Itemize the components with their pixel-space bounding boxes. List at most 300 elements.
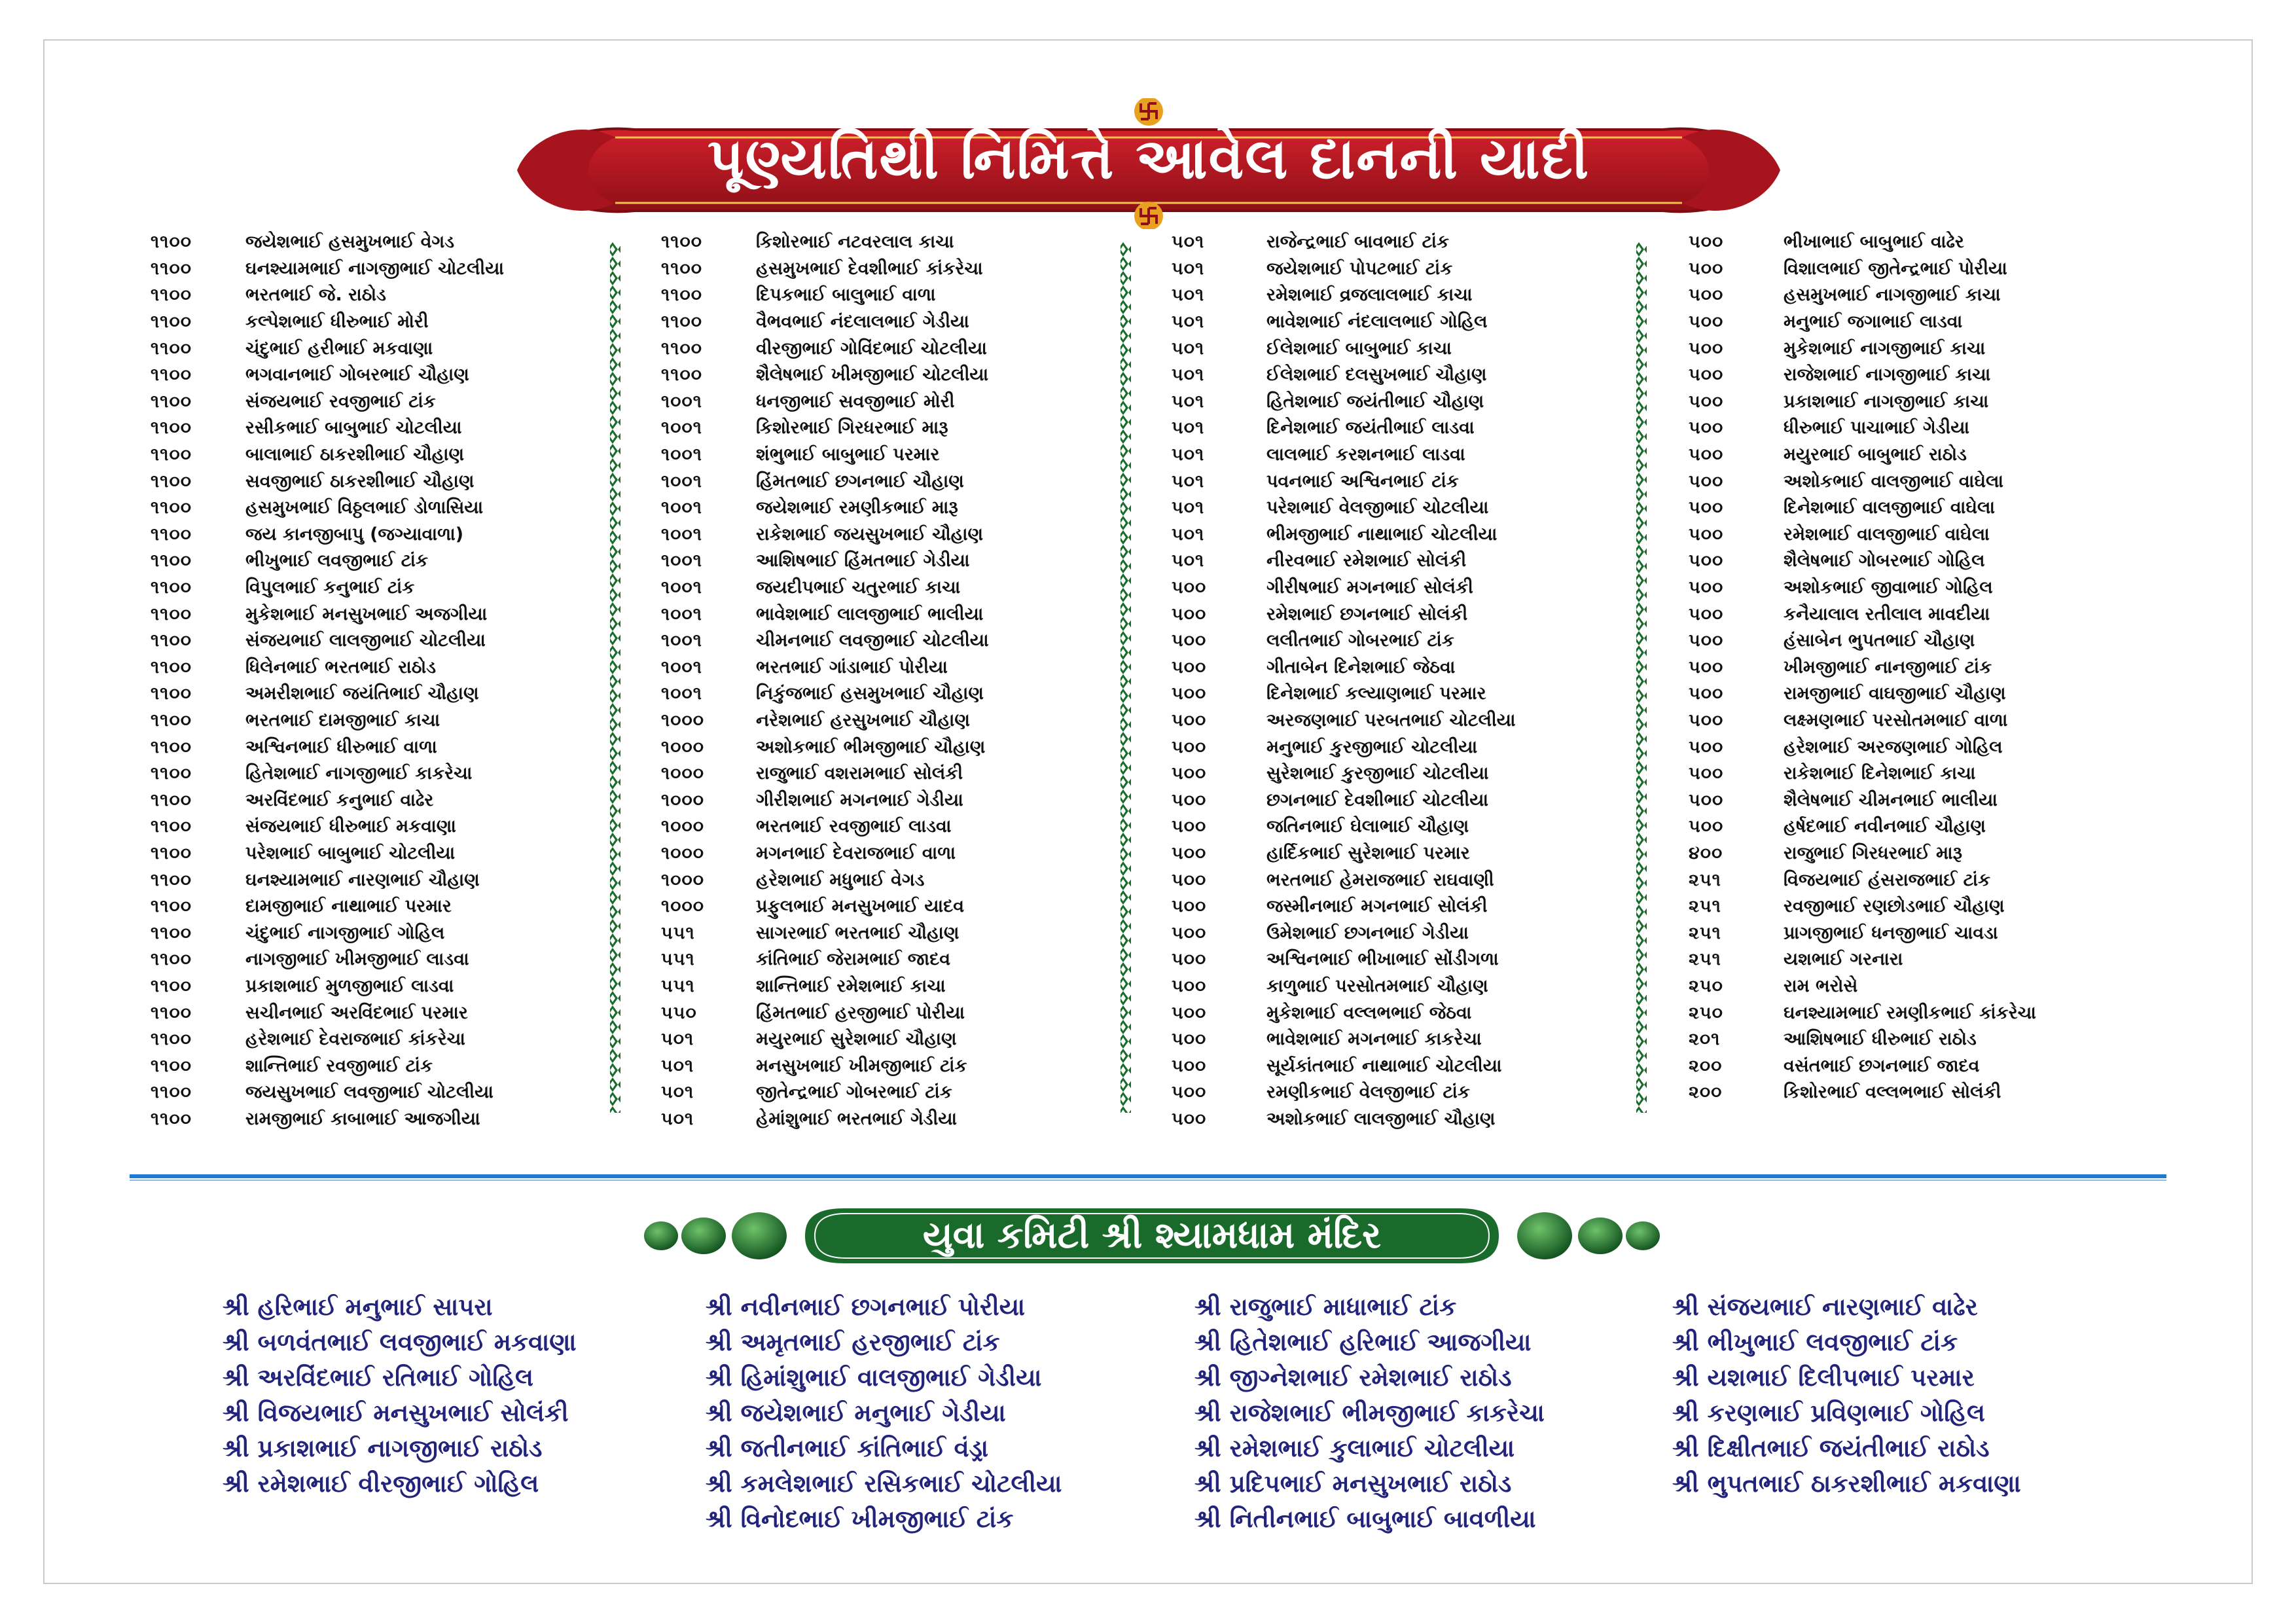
donation-row xyxy=(661,840,989,867)
donor-name: પ્રકાશભાઈ નાગજીભાઈ કાચા xyxy=(1784,391,1989,412)
donor-name: હંસાબેન ભુપતભાઈ ચૌહાણ xyxy=(1784,630,1975,651)
donor-name: ભીમજીભાઈ નાથાભાઈ ચોટલીયા xyxy=(1266,524,1498,545)
committee-member: શ્રી વિજયભાઈ મનસુખભાઈ સોલંકી xyxy=(223,1399,569,1427)
donation-amount: ૫૦૦ xyxy=(1689,232,1724,253)
donor-name: રમેશભાઈ વ્રજલાલભાઈ કાચા xyxy=(1266,285,1473,306)
swastik-icon xyxy=(1134,98,1163,126)
donation-amount: ૫૦૦ xyxy=(1172,1082,1207,1103)
donation-amount: ૫૦૦ xyxy=(1689,657,1724,677)
committee-member: શ્રી રમેશભાઈ વીરજીભાઈ ગોહિલ xyxy=(223,1470,539,1498)
donation-amount: ૫૦૦ xyxy=(1689,630,1724,651)
donor-name: હેમાંશુભાઈ ભરતભાઈ ગેડીયા xyxy=(756,1108,958,1129)
donation-amount: ૨૫૧ xyxy=(1689,922,1721,943)
donation-row xyxy=(1172,1079,1515,1106)
donation-amount: ૧૦૦૦ xyxy=(661,842,704,863)
donation-row xyxy=(1689,229,2036,256)
donor-name: ઈલેશભાઈ દલસુખભાઈ ચૌહાણ xyxy=(1266,365,1487,386)
committee-member: શ્રી દિક્ષીતભાઈ જયંતીભાઈ રાઠોડ xyxy=(1672,1434,1990,1462)
donor-name: અરવિંદભાઈ કનુભાઈ વાઢેર xyxy=(245,789,434,810)
donation-amount: ૫૦૧ xyxy=(1172,258,1205,279)
section-divider xyxy=(130,1174,2166,1181)
donation-amount: ૧૧૦૦ xyxy=(151,471,192,492)
donation-row xyxy=(151,1053,504,1079)
donation-column-2 xyxy=(661,229,989,1132)
donor-name: દિપકભાઈ બાલુભાઈ વાળા xyxy=(756,285,936,306)
donor-name: અશોકભાઈ લાલજીભાઈ ચૌહાણ xyxy=(1266,1108,1496,1129)
committee-member: શ્રી જીગ્નેશભાઈ રમેશભાઈ રાઠોડ xyxy=(1194,1363,1512,1392)
donation-amount: ૫૦૦ xyxy=(1172,1108,1207,1129)
donation-amount: ૫૦૦ xyxy=(1172,604,1207,624)
donation-amount: ૧૦૦૧ xyxy=(661,391,702,412)
donor-name: શંભુભાઈ બાબુભાઈ પરમાર xyxy=(756,444,940,465)
donation-row xyxy=(661,335,989,362)
donation-row xyxy=(151,495,504,522)
donation-row xyxy=(151,335,504,362)
donor-name: જયદીપભાઈ ચતુરભાઈ કાચા xyxy=(756,577,961,598)
donor-name: આશિષભાઈ ધીરુભાઈ રાઠોડ xyxy=(1784,1029,1977,1050)
donation-row xyxy=(151,468,504,495)
donor-name: ભાવેશભાઈ લાલજીભાઈ ભાલીયા xyxy=(756,604,984,624)
donor-name: ઘનશ્યામભાઈ નાગજીભાઈ ચોટલીયા xyxy=(245,258,504,279)
donation-row xyxy=(151,1106,504,1133)
donor-name: કાળુભાઈ પરસોતમભાઈ ચૌહાણ xyxy=(1266,975,1488,996)
donation-amount: ૨૫૦ xyxy=(1689,975,1723,996)
donor-name: દિનેશભાઈ વાલજીભાઈ વાઘેલા xyxy=(1784,497,1996,518)
committee-member: શ્રી યશભાઈ દિલીપભાઈ પરમાર xyxy=(1672,1363,1975,1392)
donation-amount: ૫૦૦ xyxy=(1172,896,1207,917)
committee-member: શ્રી વિનોદભાઈ ખીમજીભાઈ ટાંક xyxy=(706,1505,1014,1533)
donation-amount: ૧૧૦૦ xyxy=(151,312,192,333)
donation-row xyxy=(1689,256,2036,283)
donation-amount: ૧૧૦૦ xyxy=(151,789,192,810)
donation-amount: ૫૦૦ xyxy=(1689,550,1724,571)
donation-amount: ૧૦૦૦ xyxy=(661,869,704,890)
donor-name: ભાવેશભાઈ મગનભાઈ કાકરેચા xyxy=(1266,1029,1482,1050)
donation-amount: ૨૫૧ xyxy=(1689,869,1721,890)
donor-name: વિશાલભાઈ જીતેન્દ્રભાઈ પોરીયા xyxy=(1784,258,2007,279)
committee-member: શ્રી બળવંતભાઈ લવજીભાઈ મકવાણા xyxy=(223,1328,577,1356)
donor-name: રામજીભાઈ વાઘજીભાઈ ચૌહાણ xyxy=(1784,683,2006,704)
donation-amount: ૧૧૦૦ xyxy=(151,736,192,757)
donor-name: હરેશભાઈ અરજણભાઈ ગોહિલ xyxy=(1784,736,2003,757)
donor-name: જયેશભાઈ રમણીકભાઈ મારૂ xyxy=(756,497,958,518)
donation-row xyxy=(1172,415,1515,442)
donor-name: હરેશભાઈ દેવરાજભાઈ કાંકરેચા xyxy=(245,1029,465,1050)
donation-amount: ૫૦૧ xyxy=(1172,391,1205,412)
donor-name: ઘનશ્યામભાઈ નારણભાઈ ચૌહાણ xyxy=(245,869,480,890)
donation-row xyxy=(1689,947,2036,973)
donation-row xyxy=(661,548,989,575)
donation-amount: ૫૫૧ xyxy=(661,922,695,943)
committee-member: શ્રી હિમાંશુભાઈ વાલજીભાઈ ગેડીયા xyxy=(706,1363,1042,1392)
donation-row xyxy=(151,309,504,336)
donation-amount: ૧૧૦૦ xyxy=(151,630,192,651)
donation-row xyxy=(661,973,989,1000)
donor-name: ભરતભાઈ દામજીભાઈ કાચા xyxy=(245,710,440,731)
donation-row xyxy=(151,1079,504,1106)
donation-amount: ૧૦૦૧ xyxy=(661,630,702,651)
donor-name: રાકેશભાઈ જયસુખભાઈ ચૌહાણ xyxy=(756,524,983,545)
donation-amount: ૫૦૦ xyxy=(1172,630,1207,651)
committee-member: શ્રી હરિભાઈ મનુભાઈ સાપરા xyxy=(223,1293,493,1321)
donation-row xyxy=(1689,335,2036,362)
member-column-3 xyxy=(1194,1290,1545,1537)
donor-name: દિનેશભાઈ જયંતીભાઈ લાડવા xyxy=(1266,418,1475,439)
donor-name: સાગરભાઈ ભરતભાઈ ચૌહાણ xyxy=(756,922,960,943)
donation-row xyxy=(661,229,989,256)
column-separator xyxy=(1118,242,1134,1113)
committee-member: શ્રી અમૃતભાઈ હરજીભાઈ ટાંક xyxy=(706,1328,1000,1356)
donation-amount: ૫૦૧ xyxy=(1172,418,1205,439)
donor-name: નાગજીભાઈ ખીમજીભાઈ લાડવા xyxy=(245,949,469,970)
donation-row xyxy=(151,256,504,283)
donation-amount: ૫૦૦ xyxy=(1172,975,1207,996)
donor-name: નીરવભાઈ રમેશભાઈ સોલંકી xyxy=(1266,550,1467,571)
donation-row xyxy=(151,840,504,867)
donor-name: વૈભવભાઈ નંદલાલભાઈ ગેડીયા xyxy=(756,312,969,333)
donor-name: ભીખુભાઈ લવજીભાઈ ટાંક xyxy=(245,550,429,571)
donation-row xyxy=(151,814,504,840)
donation-amount: ૨૦૧ xyxy=(1689,1029,1721,1050)
donation-row xyxy=(1689,628,2036,655)
member-column-2 xyxy=(706,1290,1062,1537)
donor-name: જયસુખભાઈ લવજીભાઈ ચોટલીયા xyxy=(245,1082,493,1103)
donation-amount: ૧૧૦૦ xyxy=(151,444,192,465)
donation-row xyxy=(661,575,989,602)
committee-member: શ્રી હિતેશભાઈ હરિભાઈ આજગીયા xyxy=(1194,1328,1532,1356)
donation-amount: ૫૦૦ xyxy=(1689,338,1724,359)
donation-amount: ૧૦૦૦ xyxy=(661,816,704,837)
donation-row xyxy=(661,1106,989,1133)
donation-amount: ૫૫૧ xyxy=(661,975,695,996)
donation-row xyxy=(1172,601,1515,628)
committee-member: શ્રી પ્રદિપભાઈ મનસુખભાઈ રાઠોડ xyxy=(1194,1470,1512,1498)
donation-amount: ૧૦૦૧ xyxy=(661,524,702,545)
donation-row xyxy=(1689,708,2036,734)
donation-amount: ૫૫૧ xyxy=(661,949,695,970)
donor-name: રામ ભરોસે xyxy=(1784,975,1858,996)
donor-name: જયેશભાઈ હસમુખભાઈ વેગડ xyxy=(245,232,455,253)
column-separator xyxy=(1634,242,1649,1113)
donation-amount: ૫૦૦ xyxy=(1172,1055,1207,1076)
donor-name: અશ્વિનભાઈ ધીરુભાઈ વાળા xyxy=(245,736,437,757)
donation-row xyxy=(1172,335,1515,362)
donation-row xyxy=(1689,575,2036,602)
donation-row xyxy=(1689,601,2036,628)
donation-amount: ૪૦૦ xyxy=(1689,842,1723,863)
donation-amount: ૫૦૦ xyxy=(1689,497,1724,518)
donation-amount: ૫૦૧ xyxy=(1172,524,1205,545)
donation-amount: ૫૦૦ xyxy=(1689,391,1724,412)
donation-row xyxy=(1172,229,1515,256)
donor-name: મયુરભાઈ સુરેશભાઈ ચૌહાણ xyxy=(756,1029,957,1050)
donation-row xyxy=(151,893,504,920)
donation-row xyxy=(661,442,989,469)
donation-row xyxy=(661,814,989,840)
donation-row xyxy=(661,867,989,893)
donation-amount: ૧૦૦૧ xyxy=(661,683,702,704)
donor-name: હિંમતભાઈ હરજીભાઈ પોરીયા xyxy=(756,1002,965,1023)
donation-row xyxy=(1172,893,1515,920)
donor-name: મુકેશભાઈ મનસુખભાઈ અજગીયા xyxy=(245,604,488,624)
donation-row xyxy=(661,309,989,336)
donor-name: હિતેશભાઈ જયંતીભાઈ ચૌહાણ xyxy=(1266,391,1484,412)
committee-member: શ્રી સંજયભાઈ નારણભાઈ વાઢેર xyxy=(1672,1293,1978,1321)
donor-name: રાજુભાઈ ગિરધરભાઈ મારૂ xyxy=(1784,842,1963,863)
donor-name: ઈલેશભાઈ બાબુભાઈ કાચા xyxy=(1266,338,1452,359)
donation-column-3 xyxy=(1172,229,1515,1132)
donation-row xyxy=(1689,1053,2036,1079)
donation-amount: ૧૧૦૦ xyxy=(151,391,192,412)
donation-amount: ૧૧૦૦ xyxy=(151,418,192,439)
donor-name: ભાવેશભાઈ નંદલાલભાઈ ગોહિલ xyxy=(1266,312,1488,333)
donation-amount: ૫૦૦ xyxy=(1689,285,1724,306)
donation-amount: ૧૦૦૦ xyxy=(661,710,704,731)
donation-amount: ૨૫૧ xyxy=(1689,949,1721,970)
donor-name: ભીખાભાઈ બાબુભાઈ વાઢેર xyxy=(1784,232,1964,253)
donation-row xyxy=(151,867,504,893)
donation-amount: ૫૦૦ xyxy=(1689,365,1724,386)
donor-name: વિપુલભાઈ કનુભાઈ ટાંક xyxy=(245,577,415,598)
donation-amount: ૫૦૦ xyxy=(1689,444,1724,465)
donation-amount: ૧૧૦૦ xyxy=(151,816,192,837)
donation-amount: ૧૧૦૦ xyxy=(661,312,702,333)
donation-row xyxy=(151,522,504,549)
donor-name: રવજીભાઈ રણછોડભાઈ ચૌહાણ xyxy=(1784,896,2005,917)
donation-row xyxy=(661,601,989,628)
donor-name: ઉમેશભાઈ છગનભાઈ ગેડીયા xyxy=(1266,922,1469,943)
donation-row xyxy=(1172,1106,1515,1133)
donation-row xyxy=(151,282,504,309)
donation-row xyxy=(1689,840,2036,867)
donation-amount: ૫૦૦ xyxy=(1172,816,1207,837)
donor-name: જય કાનજીબાપુ (જગ્યાવાળા) xyxy=(245,524,464,545)
donor-name: સચીનભાઈ અરવિંદભાઈ પરમાર xyxy=(245,1002,468,1023)
donation-amount: ૨૦૦ xyxy=(1689,1055,1723,1076)
donation-row xyxy=(1172,973,1515,1000)
donation-amount: ૧૦૦૧ xyxy=(661,604,702,624)
donation-row xyxy=(1172,840,1515,867)
donation-row xyxy=(1689,973,2036,1000)
donation-row xyxy=(1689,548,2036,575)
donor-name: ધનજીભાઈ સવજીભાઈ મોરી xyxy=(756,391,955,412)
donation-row xyxy=(1172,628,1515,655)
donation-amount: ૫૦૦ xyxy=(1172,577,1207,598)
donation-row xyxy=(1172,867,1515,893)
donation-row xyxy=(1689,415,2036,442)
donation-row xyxy=(661,893,989,920)
donation-row xyxy=(1172,442,1515,469)
donation-column-4 xyxy=(1689,229,2036,1106)
donation-amount: ૨૫૦ xyxy=(1689,1002,1723,1023)
donor-name: અરજણભાઈ પરબતભાઈ ચોટલીયા xyxy=(1266,710,1516,731)
donation-amount: ૧૦૦૧ xyxy=(661,418,702,439)
donation-row xyxy=(1689,867,2036,893)
donation-amount: ૧૧૦૦ xyxy=(151,869,192,890)
donor-name: અશોકભાઈ વાલજીભાઈ વાઘેલા xyxy=(1784,471,2003,492)
donation-row xyxy=(1689,761,2036,787)
donation-amount: ૫૦૧ xyxy=(1172,365,1205,386)
donor-name: પરેશભાઈ વેલજીભાઈ ચોટલીયા xyxy=(1266,497,1489,518)
donation-row xyxy=(1689,1026,2036,1053)
donor-name: કિશોરભાઈ ગિરધરભાઈ મારૂ xyxy=(756,418,948,439)
donation-row xyxy=(1689,495,2036,522)
donation-amount: ૧૧૦૦ xyxy=(661,365,702,386)
donation-amount: ૨૦૦ xyxy=(1689,1082,1723,1103)
donor-name: શૈલેષભાઈ ચીમનભાઈ ભાલીયા xyxy=(1784,789,1998,810)
donation-row xyxy=(1689,893,2036,920)
donation-amount: ૧૧૦૦ xyxy=(151,604,192,624)
donation-row xyxy=(661,256,989,283)
donation-amount: ૫૦૦ xyxy=(1172,1002,1207,1023)
donation-row xyxy=(151,947,504,973)
donation-row xyxy=(661,468,989,495)
donor-name: ઘનશ્યામભાઈ રમણીકભાઈ કાંકરેચા xyxy=(1784,1002,2036,1023)
committee-member: શ્રી પ્રકાશભાઈ નાગજીભાઈ રાઠોડ xyxy=(223,1434,543,1462)
donor-name: કિશોરભાઈ વલ્લભભાઈ સોલંકી xyxy=(1784,1082,2001,1103)
donation-row xyxy=(1172,362,1515,389)
donor-name: સંજયભાઈ રવજીભાઈ ટાંક xyxy=(245,391,436,412)
donation-row xyxy=(661,362,989,389)
donor-name: વસંતભાઈ છગનભાઈ જાદવ xyxy=(1784,1055,1980,1076)
committee-member: શ્રી ભીખુભાઈ લવજીભાઈ ટાંક xyxy=(1672,1328,1958,1356)
donor-name: રમેશભાઈ વાલજીભાઈ વાઘેલા xyxy=(1784,524,1990,545)
donation-row xyxy=(1172,947,1515,973)
donation-row xyxy=(1689,920,2036,947)
donation-amount: ૫૦૦ xyxy=(1172,763,1207,784)
donation-row xyxy=(151,389,504,416)
donor-name: સુરેશભાઈ કુરજીભાઈ ચોટલીયા xyxy=(1266,763,1489,784)
donation-amount: ૧૧૦૦ xyxy=(151,949,192,970)
donation-amount: ૧૧૦૦ xyxy=(151,1108,192,1129)
donor-name: ચંદુભાઈ નાગજીભાઈ ગોહિલ xyxy=(245,922,445,943)
donor-name: સૂર્યકાંતભાઈ નાથાભાઈ ચોટલીયા xyxy=(1266,1055,1502,1076)
donation-amount: ૧૧૦૦ xyxy=(661,258,702,279)
donation-amount: ૫૦૧ xyxy=(1172,550,1205,571)
donation-row xyxy=(661,787,989,814)
donor-name: કલ્પેશભાઈ ધીરુભાઈ મોરી xyxy=(245,312,429,333)
donation-amount: ૫૦૧ xyxy=(661,1029,694,1050)
donor-name: ભરતભાઈ રવજીભાઈ લાડવા xyxy=(756,816,952,837)
donation-row xyxy=(661,1000,989,1026)
committee-member: શ્રી રાજુભાઈ માધાભાઈ ટાંક xyxy=(1194,1293,1457,1321)
donation-amount: ૧૧૦૦ xyxy=(151,710,192,731)
donation-amount: ૫૦૧ xyxy=(1172,285,1205,306)
donor-name: યશભાઈ ગરનારા xyxy=(1784,949,1903,970)
donor-name: છગનભાઈ દેવશીભાઈ ચોટલીયા xyxy=(1266,789,1488,810)
donor-name: પરેશભાઈ બાબુભાઈ ચોટલીયા xyxy=(245,842,456,863)
donor-name: ભરતભાઈ હેમરાજભાઈ રાઘવાણી xyxy=(1266,869,1494,890)
donation-row xyxy=(1172,522,1515,549)
committee-member: શ્રી જયેશભાઈ મનુભાઈ ગેડીયા xyxy=(706,1399,1006,1427)
donation-row xyxy=(1172,1000,1515,1026)
donation-row xyxy=(1689,282,2036,309)
donation-amount: ૧૧૦૦ xyxy=(151,1002,192,1023)
donor-name: વીરજીભાઈ ગોવિંદભાઈ ચોટલીયા xyxy=(756,338,987,359)
donation-row xyxy=(1172,734,1515,761)
donor-name: દિનેશભાઈ કલ્યાણભાઈ પરમાર xyxy=(1266,683,1486,704)
donor-name: ભરતભાઈ જે. રાઠોડ xyxy=(245,285,386,306)
donation-amount: ૫૦૦ xyxy=(1689,577,1724,598)
donation-row xyxy=(661,920,989,947)
donor-name: બાલાભાઈ ઠાકરશીભાઈ ચૌહાણ xyxy=(245,444,465,465)
donor-name: જતિનભાઈ ઘેલાભાઈ ચૌહાણ xyxy=(1266,816,1469,837)
donation-amount: ૫૦૦ xyxy=(1689,524,1724,545)
donation-row xyxy=(151,655,504,681)
donation-row xyxy=(1172,761,1515,787)
donor-name: ભગવાનભાઈ ગોબરભાઈ ચૌહાણ xyxy=(245,365,469,386)
donation-row xyxy=(151,787,504,814)
donation-amount: ૫૦૧ xyxy=(1172,338,1205,359)
donor-name: રસીકભાઈ બાબુભાઈ ચોટલીયા xyxy=(245,418,462,439)
donation-amount: ૧૧૦૦ xyxy=(151,524,192,545)
donation-row xyxy=(661,1079,989,1106)
donation-amount: ૫૦૦ xyxy=(1689,710,1724,731)
donation-row xyxy=(1689,734,2036,761)
donation-amount: ૫૦૦ xyxy=(1689,683,1724,704)
donation-amount: ૫૦૦ xyxy=(1172,922,1207,943)
donation-amount: ૧૦૦૧ xyxy=(661,497,702,518)
donation-amount: ૧૦૦૧ xyxy=(661,471,702,492)
donation-amount: ૫૦૧ xyxy=(1172,497,1205,518)
donation-amount: ૫૦૦ xyxy=(1172,869,1207,890)
donation-amount: ૫૦૦ xyxy=(1689,789,1724,810)
donation-amount: ૧૧૦૦ xyxy=(151,232,192,253)
donation-amount: ૧૧૦૦ xyxy=(151,338,192,359)
donation-amount: ૫૦૦ xyxy=(1689,312,1724,333)
donation-row xyxy=(661,389,989,416)
donation-row xyxy=(1172,282,1515,309)
donor-name: મુકેશભાઈ વલ્લભભાઈ જેઠવા xyxy=(1266,1002,1472,1023)
donation-row xyxy=(1689,655,2036,681)
donation-row xyxy=(151,362,504,389)
donor-name: મનુભાઈ કુરજીભાઈ ચોટલીયા xyxy=(1266,736,1478,757)
donation-amount: ૧૧૦૦ xyxy=(151,763,192,784)
donation-row xyxy=(1172,256,1515,283)
donation-row xyxy=(1172,389,1515,416)
donation-amount: ૧૦૦૧ xyxy=(661,550,702,571)
donation-amount: ૧૦૦૧ xyxy=(661,577,702,598)
donation-row xyxy=(661,708,989,734)
donation-amount: ૫૫૦ xyxy=(661,1002,697,1023)
donation-amount: ૧૧૦૦ xyxy=(151,1055,192,1076)
donor-name: ધીરુભાઈ પાચાભાઈ ગેડીયા xyxy=(1784,418,1969,439)
donation-amount: ૧૧૦૦ xyxy=(151,896,192,917)
donation-row xyxy=(661,522,989,549)
donor-name: ચંદુભાઈ હરીભાઈ મકવાણા xyxy=(245,338,433,359)
donation-amount: ૧૧૦૦ xyxy=(151,922,192,943)
donation-amount: ૧૧૦૦ xyxy=(151,1082,192,1103)
committee-member: શ્રી કરણભાઈ પ્રવિણભાઈ ગોહિલ xyxy=(1672,1399,1985,1427)
donor-name: દામજીભાઈ નાથાભાઈ પરમાર xyxy=(245,896,452,917)
donation-amount: ૧૧૦૦ xyxy=(661,232,702,253)
donation-amount: ૧૧૦૦ xyxy=(661,285,702,306)
donor-name: હસમુખભાઈ વિઠ્ઠલભાઈ ડોળાસિયા xyxy=(245,497,484,518)
donor-name: નિકુંજભાઈ હસમુખભાઈ ચૌહાણ xyxy=(756,683,984,704)
donation-row xyxy=(661,415,989,442)
donor-name: હર્ષદભાઈ નવીનભાઈ ચૌહાણ xyxy=(1784,816,1986,837)
donation-row xyxy=(1172,468,1515,495)
donation-amount: ૫૦૧ xyxy=(1172,312,1205,333)
donor-name: જસ્મીનભાઈ મગનભાઈ સોલંકી xyxy=(1266,896,1488,917)
donor-name: મનસુખભાઈ ખીમજીભાઈ ટાંક xyxy=(756,1055,967,1076)
donor-name: રાજુભાઈ વશરામભાઈ સોલંકી xyxy=(756,763,963,784)
donor-name: રમેશભાઈ છગનભાઈ સોલંકી xyxy=(1266,604,1468,624)
donation-row xyxy=(151,548,504,575)
donor-name: રાજેન્દ્રભાઈ બાવભાઈ ટાંક xyxy=(1266,232,1450,253)
committee-member: શ્રી કમલેશભાઈ રસિકભાઈ ચોટલીયા xyxy=(706,1470,1062,1498)
donation-row xyxy=(151,761,504,787)
